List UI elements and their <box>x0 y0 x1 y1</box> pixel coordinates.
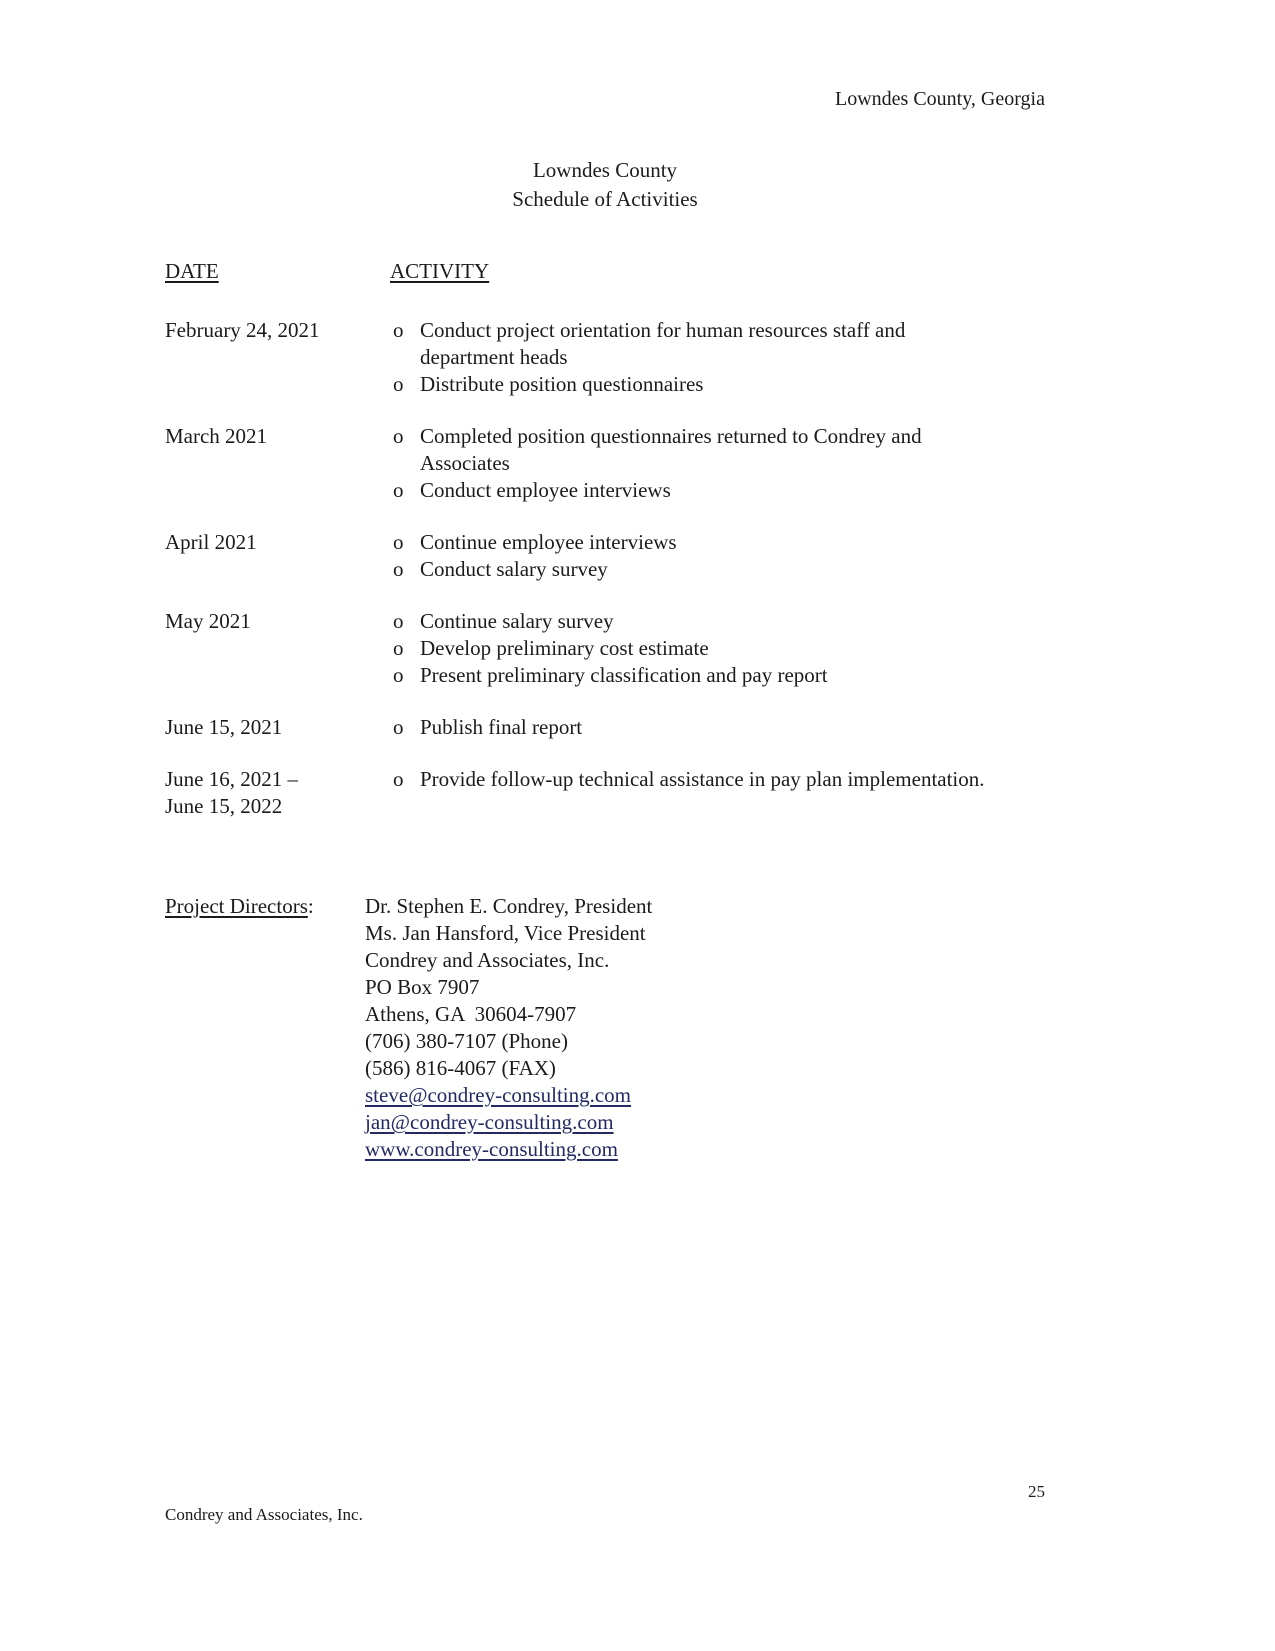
bullet-marker: o <box>393 557 404 581</box>
activity-cell <box>390 317 1125 398</box>
activity-column-header: ACTIVITY <box>390 259 490 283</box>
bullet-marker: o <box>393 318 404 342</box>
table-row <box>165 766 1125 820</box>
date-cell: April 2021 <box>165 530 257 554</box>
activity-item: o Provide follow-up technical assistance in pay plan implementation. <box>390 766 1125 793</box>
project-directors-label: Project Directors: <box>165 894 314 918</box>
address-line: PO Box 7907 <box>365 975 480 999</box>
project-directors-details <box>365 893 1125 1163</box>
date-cell: March 2021 <box>165 424 268 448</box>
bullet-marker: o <box>393 530 404 554</box>
activity-item: o Publish final report <box>390 714 1125 741</box>
bullet-marker: o <box>393 715 404 739</box>
activity-item: o Conduct project orientation for human resources staff and department heads <box>390 317 1125 371</box>
footer-company-name: Condrey and Associates, Inc. <box>165 1505 363 1524</box>
phone-line: (706) 380-7107 (Phone) <box>365 1029 568 1053</box>
activity-cell <box>390 766 1125 793</box>
bullet-marker: o <box>393 478 404 502</box>
bullet-marker: o <box>393 609 404 633</box>
page-number: 25 <box>1028 1482 1045 1501</box>
director-name-line: Dr. Stephen E. Condrey, President <box>365 894 653 918</box>
activity-cell <box>390 608 1125 689</box>
table-row <box>165 423 1125 504</box>
title-line-1: Lowndes County <box>532 158 678 182</box>
bullet-marker: o <box>393 663 404 687</box>
director-name-line: Ms. Jan Hansford, Vice President <box>365 921 646 945</box>
company-name-line: Condrey and Associates, Inc. <box>365 948 610 972</box>
activity-item: o Develop preliminary cost estimate <box>390 635 1125 662</box>
date-cell: June 15, 2021 <box>165 715 283 739</box>
activity-item: o Present preliminary classification and pay report <box>390 662 1125 689</box>
document-title <box>165 156 1045 214</box>
project-directors-section <box>165 893 1125 1163</box>
schedule-header-row <box>165 258 1125 285</box>
activity-cell <box>390 714 1125 741</box>
bullet-marker: o <box>393 424 404 448</box>
bullet-marker: o <box>393 372 404 396</box>
table-row <box>165 608 1125 689</box>
activity-item: o Distribute position questionnaires <box>390 371 1125 398</box>
schedule-table <box>165 258 1125 845</box>
page-header-right: Lowndes County, Georgia <box>835 88 1045 110</box>
title-line-2: Schedule of Activities <box>512 187 698 211</box>
activity-cell <box>390 423 1125 504</box>
date-cell: May 2021 <box>165 609 251 633</box>
website-link: www.condrey-consulting.com <box>365 1137 618 1161</box>
activity-item: o Conduct employee interviews <box>390 477 1125 504</box>
activity-item: o Conduct salary survey <box>390 556 1125 583</box>
date-cell: February 24, 2021 <box>165 318 320 342</box>
bullet-marker: o <box>393 767 404 791</box>
activity-item: o Completed position questionnaires returned to Condrey and Associates <box>390 423 1125 477</box>
email-link-jan: jan@condrey-consulting.com <box>365 1110 614 1134</box>
date-cell: June 16, 2021 – June 15, 2022 <box>165 767 298 818</box>
address-line: Athens, GA 30604-7907 <box>365 1002 577 1026</box>
table-row <box>165 714 1125 741</box>
date-column-header: DATE <box>165 259 219 283</box>
bullet-marker: o <box>393 636 404 660</box>
fax-line: (586) 816-4067 (FAX) <box>365 1056 556 1080</box>
activity-cell <box>390 529 1125 583</box>
activity-item: o Continue salary survey <box>390 608 1125 635</box>
email-link-steve: steve@condrey-consulting.com <box>365 1083 632 1107</box>
table-row <box>165 529 1125 583</box>
activity-item: o Continue employee interviews <box>390 529 1125 556</box>
table-row <box>165 317 1125 398</box>
